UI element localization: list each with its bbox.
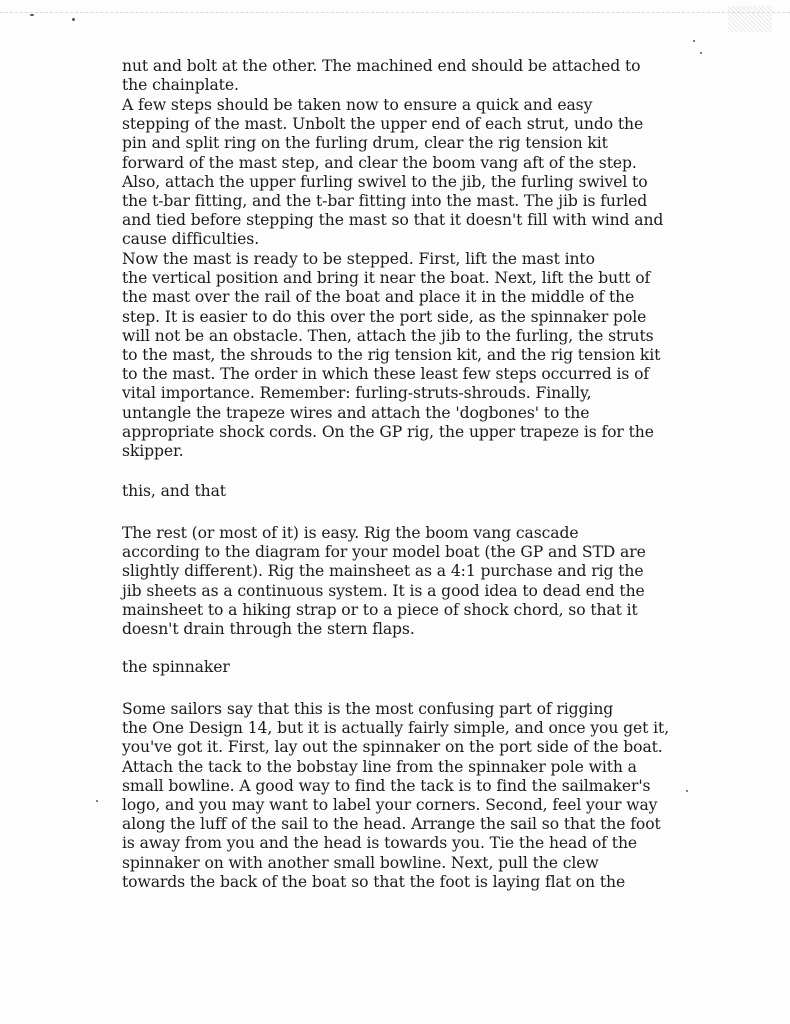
scan-artifact-line	[0, 12, 790, 14]
speck	[30, 14, 34, 16]
paragraph-text: A few steps should be taken now to ensure a quick and easy stepping of the mast. Unbolt the upper end of each strut, undo the pin and split ring on the furling drum, clear the rig tension kit forward of the mast step, and clear the boom vang aft of the step. Also, attach the upper furling swivel to the jib, the furling swivel to the t-bar fitting, and the t-bar fitting into the mast. The jib is furled and tied before stepping the mast so that it doesn't fill with wind and cause difficulties.	[122, 96, 664, 249]
speck	[693, 40, 695, 42]
paragraph-spinnaker	[122, 700, 692, 892]
speck	[72, 18, 75, 21]
paragraph-rest	[122, 524, 692, 639]
paragraph-text: Some sailors say that this is the most confusing part of rigging the One Design 14, but it is actually fairly simple, and once you get it, you've got it. First, lay out the spinnaker on the port side of the boat. Attach the tack to the bobstay line from the spinnaker pole with a small bowline. A good way to find the tack is to find the sailmaker's logo, and you may want to label your corners. Second, feel your way along the luff of the sail to the head. Arrange the sail so that the foot is away from you and the head is towards you. Tie the head of the spinnaker on with another small bowline. Next, pull the clew towards the back of the boat so that the foot is laying flat on the	[122, 700, 670, 891]
speck	[96, 800, 98, 802]
speck	[700, 52, 702, 54]
paragraph-text: The rest (or most of it) is easy. Rig the boom vang cascade according to the diagram for your model boat (the GP and STD are slightly different). Rig the mainsheet as a 4:1 purchase and rig the jib sheets as a continuous system. It is a good idea to dead end the mainsheet to a hiking strap or to a piece of shock chord, so that it doesn't drain through the stern flaps.	[122, 524, 646, 639]
paragraph-continued	[122, 57, 692, 95]
paragraph-text: Now the mast is ready to be stepped. First, lift the mast into the vertical position and bring it near the boat. Next, lift the butt of the mast over the rail of the boat and place it in the middle of the step. It is easier to do this over the port side, as the spinnaker pole will not be an obstacle. Then, attach the jib to the furling, the struts to the mast, the shrouds to the rig tension kit, and the rig tension kit to the mast. The order in which these least few steps occurred is of vital importance. Remember: furling-struts-shrouds. Finally, untangle the trapeze wires and attach the 'dogbones' to the appropriate shock cords. On the GP rig, the upper trapeze is for the skipper.	[122, 250, 661, 461]
section-heading-this-and-that	[122, 482, 692, 501]
paragraph-stepping	[122, 250, 692, 461]
section-heading: this, and that	[122, 482, 226, 500]
paragraph-text: nut and bolt at the other. The machined end should be attached to the chainplate.	[122, 57, 641, 95]
scan-artifact-corner	[728, 6, 772, 32]
section-heading: the spinnaker	[122, 658, 230, 676]
paragraph-steps	[122, 96, 692, 250]
section-heading-spinnaker	[122, 658, 692, 677]
